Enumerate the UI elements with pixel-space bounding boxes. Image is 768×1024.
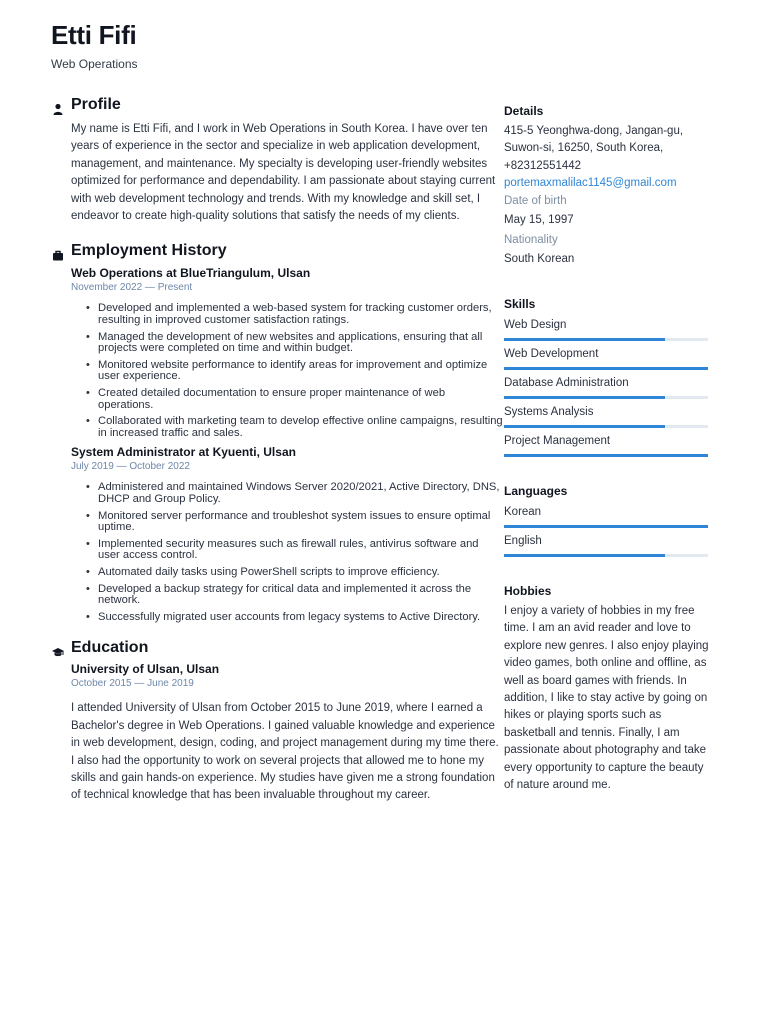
skill-label: Web Development xyxy=(504,348,599,360)
profile-text: My name is Etti Fifi, and I work in Web Operations in South Korea. I have over ten years of experience in the sector and specialize in web application development, management, and maintenance. My specialty is developing user-friendly websites optimized for performance and dependability. I am passionate about staying current with web development technology and trends. With my knowledge and skill set, I endeavor to create high-quality solutions that satisfy the needs of my clients. xyxy=(71,123,496,223)
job-bullet: • Monitored server performance and troubleshot system issues to ensure optimal uptime. xyxy=(98,511,503,534)
job-bullet: • Administered and maintained Windows Server 2020/2021, Active Directory, DNS, DHCP and Group Policy. xyxy=(98,482,503,505)
details-heading: Details xyxy=(504,104,544,118)
graduation-cap-icon xyxy=(51,645,65,659)
skill-bar xyxy=(504,454,708,457)
education-school: University of Ulsan, Ulsan xyxy=(71,662,220,677)
skill-bar xyxy=(504,338,708,341)
hobbies-text: I enjoy a variety of hobbies in my free time. I am an avid reader and love to explore new genres. I also enjoy playing video games, both online and offline, as well as board games with friends. In addition, I like to stay active by going on hikes or playing sports such as basketball and tennis. Finally, I am passionate about photography and take every opportunity to capture the beauty of nature around me. xyxy=(504,605,709,792)
hobbies-heading: Hobbies xyxy=(504,584,552,598)
job-bullet: • Collaborated with marketing team to develop effective online campaigns, resulting in increased traffic and sales. xyxy=(98,416,503,439)
education-text: I attended University of Ulsan from October 2015 to June 2019, where I earned a Bachelor's degree in Web Operations. I gained valuable knowledge and experience in web development, design, coding, and project management during my time there. I also had the opportunity to work on several projects that allowed me to hone my skills and gain hands-on experience. My studies have given me a strong foundation of technical knowledge that has been invaluable throughout my career. xyxy=(71,702,499,802)
language-bar xyxy=(504,525,708,528)
employment-section xyxy=(51,242,503,623)
language-item xyxy=(504,506,710,535)
profile-heading: Profile xyxy=(71,96,121,113)
skill-label: Project Management xyxy=(504,435,611,447)
hobbies-section xyxy=(504,584,710,794)
job-date: November 2022 — Present xyxy=(71,282,193,294)
language-label: Korean xyxy=(504,506,542,518)
job-bullet: • Developed a backup strategy for critical data and implemented it across the network. xyxy=(98,584,503,607)
skill-item xyxy=(504,435,710,464)
languages-heading: Languages xyxy=(504,484,568,498)
job-bullet: • Developed and implemented a web-based system for tracking customer orders, resulting in improved customer satisfaction ratings. xyxy=(98,303,503,326)
job-bullets xyxy=(51,303,503,439)
dob-value: May 15, 1997 xyxy=(504,214,574,227)
skill-bar xyxy=(504,425,708,428)
job-entry xyxy=(51,444,503,623)
skill-item xyxy=(504,319,710,348)
job-bullet: • Successfully migrated user accounts from legacy systems to Active Directory. xyxy=(98,612,503,624)
skill-bar xyxy=(504,367,708,370)
details-section xyxy=(504,104,710,268)
job-date: July 2019 — October 2022 xyxy=(71,461,190,473)
profile-section xyxy=(51,96,503,225)
skill-item xyxy=(504,406,710,435)
language-bar xyxy=(504,554,708,557)
job-bullet: • Implemented security measures such as firewall rules, antivirus software and user access control. xyxy=(98,539,503,562)
employment-heading: Employment History xyxy=(71,242,227,260)
main-column xyxy=(51,96,503,805)
skills-section xyxy=(504,297,710,464)
skill-label: Database Administration xyxy=(504,377,629,389)
skill-label: Systems Analysis xyxy=(504,406,594,418)
details-email-link[interactable]: portemaxmalilac1145@gmail.com xyxy=(504,177,677,190)
language-item xyxy=(504,535,710,564)
education-date: October 2015 — June 2019 xyxy=(71,678,194,690)
job-bullet: • Created detailed documentation to ensure proper maintenance of web operations. xyxy=(98,388,503,411)
skill-bar-fill xyxy=(504,338,665,341)
skills-list xyxy=(504,319,710,464)
skill-label: Web Design xyxy=(504,319,567,331)
nationality-label: Nationality xyxy=(504,233,558,246)
job-entry xyxy=(51,265,503,439)
skill-item xyxy=(504,377,710,406)
job-title: System Administrator at Kyuenti, Ulsan xyxy=(71,445,296,460)
skill-bar-fill xyxy=(504,454,708,457)
job-bullet: • Automated daily tasks using PowerShell scripts to improve efficiency. xyxy=(98,567,503,579)
details-address: 415-5 Yeonghwa-dong, Jangan-gu, Suwon-si, 16250, South Korea, xyxy=(504,125,684,155)
briefcase-icon xyxy=(51,248,65,262)
details-phone: +82312551442 xyxy=(504,159,582,172)
skill-bar-fill xyxy=(504,367,708,370)
job-title: Web Operations at BlueTriangulum, Ulsan xyxy=(71,266,311,281)
skill-bar-fill xyxy=(504,396,665,399)
job-bullet: • Managed the development of new websites and applications, ensuring that all projects were completed on time and within budget. xyxy=(98,332,503,355)
job-bullets xyxy=(51,482,503,623)
language-label: English xyxy=(504,535,542,547)
resume-job-title: Web Operations xyxy=(51,57,138,71)
job-bullet: • Monitored website performance to identify areas for improvement and optimize user experience. xyxy=(98,360,503,383)
skill-item xyxy=(504,348,710,377)
person-icon xyxy=(51,102,65,116)
education-section xyxy=(51,639,503,804)
education-heading: Education xyxy=(71,639,149,657)
language-bar-fill xyxy=(504,525,708,528)
nationality-value: South Korean xyxy=(504,252,575,265)
languages-list xyxy=(504,506,710,564)
language-bar-fill xyxy=(504,554,665,557)
dob-label: Date of birth xyxy=(504,195,567,208)
languages-section xyxy=(504,484,710,564)
skill-bar xyxy=(504,396,708,399)
skill-bar-fill xyxy=(504,425,665,428)
skills-heading: Skills xyxy=(504,297,536,311)
resume-name: Etti Fifi xyxy=(51,20,137,50)
